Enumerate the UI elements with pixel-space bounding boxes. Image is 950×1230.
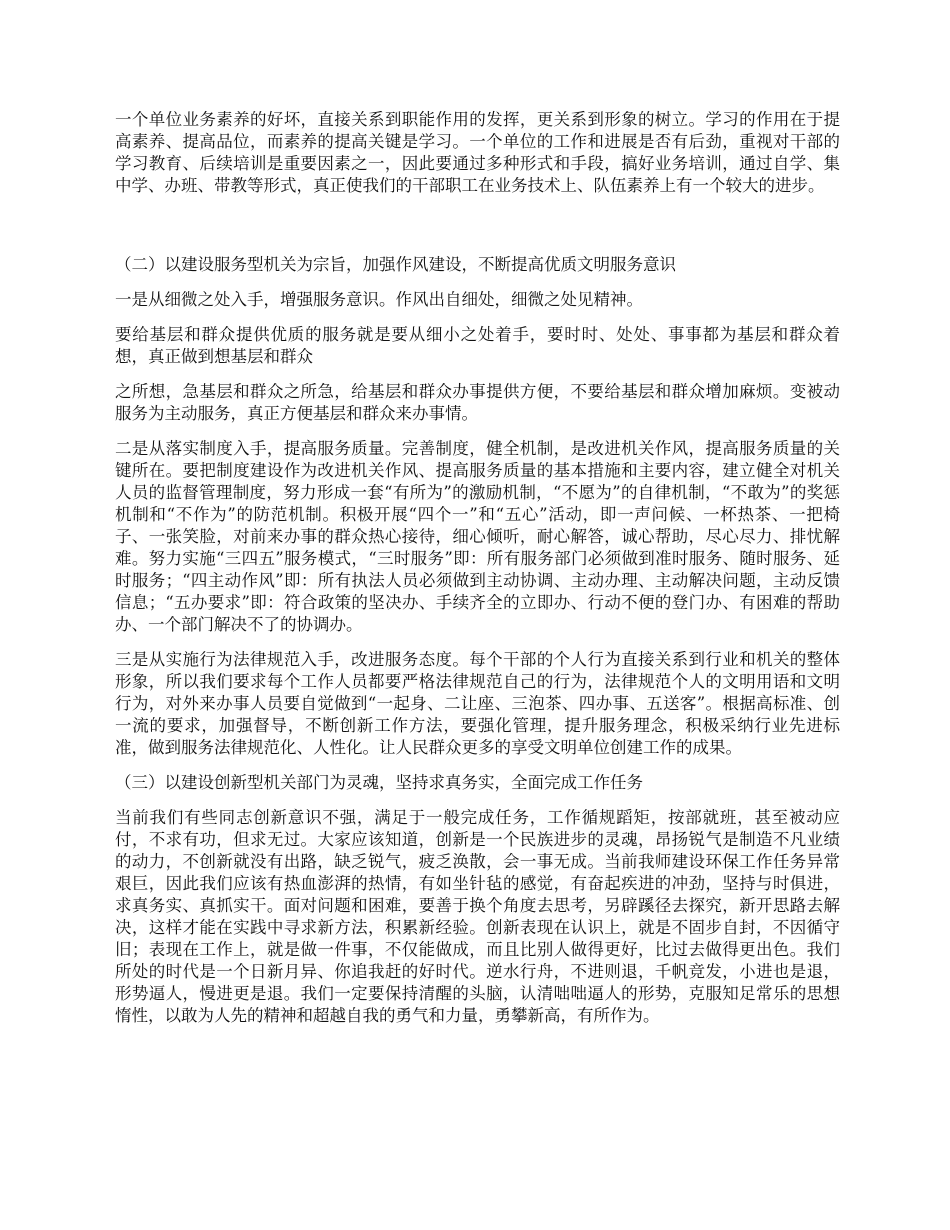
paragraph-proactive-service: 之所想，急基层和群众之所急，给基层和群众办事提供方便，不要给基层和群众增加麻烦。变被动服务为主动服务，真正方便基层和群众来办事情。 (115, 382, 840, 423)
paragraph-system-implementation: 二是从落实制度入手，提高服务质量。完善制度，健全机制，是改进机关作风，提高服务质量的关键所在。要把制度建设作为改进机关作风、提高服务质量的基本措施和主要内容，建立健全对机关人员的监督管理制度，努力形成一套“有所为”的激励机制，“不愿为”的自律机制，“不敢为”的奖惩机制和“不作为”的防范机制。积极开展“四个一”和“五心”活动，即一声问候、一杯热茶、一把椅子、一张笑脸，对前来办事的群众热心接待，细心倾听，耐心解答，诚心帮助，尽心尽力、排忧解难。努力实施“三四五”服务模式，“三时服务”即：所有服务部门必须做到准时服务、随时服务、延时服务；“四主动作风”即：所有执法人员必须做到主动协调、主动办理、主动解决问题，主动反馈信息；“五办要求”即：符合政策的坚决办、手续齐全的立即办、行动不便的登门办、有困难的帮助办、一个部门解决不了的协调办。 (115, 439, 840, 634)
paragraph-service-awareness: 一是从细微之处入手，增强服务意识。作风出自细处，细微之处见精神。 (115, 290, 643, 309)
paragraph-quality-service: 要给基层和群众提供优质的服务就是要从细小之处着手，要时时、处处、事事都为基层和群众着想，真正做到想基层和群众 (115, 325, 840, 366)
paragraph-legal-conduct: 三是从实施行为法律规范入手，改进服务态度。每个干部的个人行为直接关系到行业和机关的整体形象，所以我们要求每个工作人员都要严格法律规范自己的行为，法律规范个人的文明用语和文明行为，对外来办事人员要自觉做到“一起身、二让座、三泡茶、四办事、五送客”。根据高标准、创一流的要求，加强督导，不断创新工作方法，要强化管理，提升服务理念，积极采纳行业先进标准，做到服务法律规范化、人性化。让人民群众更多的享受文明单位创建工作的成果。 (115, 650, 840, 757)
paragraph-innovation: 当前我们有些同志创新意识不强，满足于一般完成任务，工作循规蹈矩，按部就班，甚至被动应付，不求有功，但求无过。大家应该知道，创新是一个民族进步的灵魂，昂扬锐气是制造不凡业绩的动力，不创新就没有出路，缺乏锐气，疲乏涣散，会一事无成。当前我师建设环保工作任务异常艰巨，因此我们应该有热血澎湃的热情，有如坐针毡的感觉，有奋起疾进的冲劲，坚持与时俱进，求真务实、真抓实干。面对问题和困难，要善于换个角度去思考，另辟蹊径去探究，新开思路去解决，这样才能在实践中寻求新方法，积累新经验。创新表现在认识上，就是不固步自封，不因循守旧；表现在工作上，就是做一件事，不仅能做成，而且比别人做得更好，比过去做得更出色。我们所处的时代是一个日新月异、你追我赶的好时代。逆水行舟，不进则退，千帆竞发，小进也是退，形势逼人，慢进更是退。我们一定要保持清醒的头脑，认清咄咄逼人的形势，克服知足常乐的思想惰性，以敢为人先的精神和超越自我的勇气和力量，勇攀新高，有所作为。 (115, 808, 840, 1025)
document-body (115, 109, 840, 1027)
paragraph-business-quality: 一个单位业务素养的好坏，直接关系到职能作用的发挥，更关系到形象的树立。学习的作用在于提高素养、提高品位，而素养的提高关键是学习。一个单位的工作和进展是否有后劲，重视对干部的学习教育、后续培训是重要因素之一，因此要通过多种形式和手段，搞好业务培训，通过自学、集中学、办班、带教等形式，真正使我们的干部职工在业务技术上、队伍素养上有一个较大的进步。 (115, 110, 840, 195)
section-heading-service-agency: （二）以建设服务型机关为宗旨，加强作风建设，不断提高优质文明服务意识 (115, 255, 676, 274)
section-heading-innovation: （三）以建设创新型机关部门为灵魂，坚持求真务实，全面完成工作任务 (115, 773, 643, 792)
